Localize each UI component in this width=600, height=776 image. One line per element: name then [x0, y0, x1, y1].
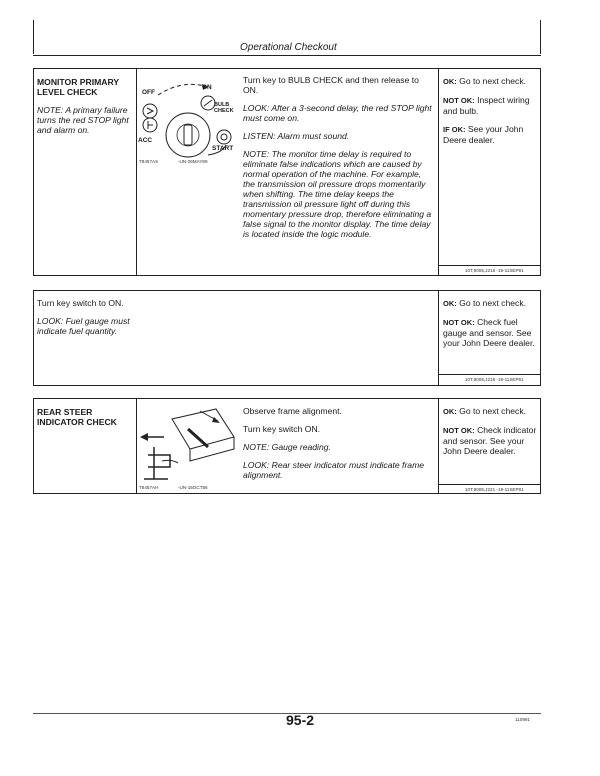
step-look: LOOK: Fuel gauge must indicate fuel quantity. [37, 316, 130, 336]
result-ok-label: OK: [443, 299, 457, 308]
illus-label-off: OFF [142, 89, 155, 96]
block-ref-code: 10T,9005,J221 -19-11SEP91 [465, 487, 524, 492]
step-look: LOOK: After a 3-second delay, the red STOP light must come on. [243, 103, 432, 123]
step-observe: Observe frame alignment. [243, 406, 342, 416]
results-column [443, 298, 539, 356]
rear-steer-indicator-illustration [138, 403, 238, 487]
result-if-ok-label: IF OK: [443, 125, 466, 134]
header-rule [33, 55, 541, 56]
illus-code-right: -UN-15OCT86 [178, 485, 208, 490]
step-turn-key: Turn key to BULB CHECK and then release to ON. [243, 75, 419, 95]
result-ok-label: OK: [443, 77, 457, 86]
result-if-ok-text: See your John Deere dealer. [443, 124, 524, 145]
result-ok-label: OK: [443, 407, 457, 416]
step-listen: LISTEN: Alarm must sound. [243, 131, 350, 141]
results-column [443, 406, 539, 464]
fuel-gauge-check-block [33, 290, 541, 386]
block-title: MONITOR PRIMARY LEVEL CHECK [37, 77, 119, 97]
result-not-ok-text: Check indicator and sensor. See your John Deere dealer. [443, 425, 537, 456]
result-not-ok-label: NOT OK: [443, 96, 475, 105]
frame-left-line [33, 20, 34, 54]
illus-label-on: ON [202, 84, 212, 91]
illus-code-right: -UN-26MAY89 [178, 159, 208, 164]
section-title: Operational Checkout [240, 42, 337, 53]
results-column [443, 76, 539, 153]
step-look: LOOK: Rear steer indicator must indicate frame alignment. [243, 460, 425, 480]
block-note: NOTE: A primary failure turns the red STOP light and alarm on. [37, 105, 129, 135]
block-ref-code: 10T,9005,J216 -19-11SEP91 [465, 268, 524, 273]
block-title: REAR STEER INDICATOR CHECK [37, 407, 117, 427]
illus-label-bulb-check: BULB CHECK [214, 102, 234, 114]
illus-label-start: START [212, 145, 234, 152]
steps-column [243, 406, 435, 488]
step-note: NOTE: The monitor time delay is required to eliminate false indications which are caused by normal operation of the machine. For example, the transmission oil pressure drops momentarily when shifting. The time delay keeps the transmission oil pressure light off during this momentary pressure drop, therefore eliminating a false signal to the monitor display. The time delay is located inside the logic module. [243, 149, 432, 239]
illus-label-acc: ACC [138, 137, 153, 144]
result-not-ok-text: Check fuel gauge and sensor. See your John Deere dealer. [443, 317, 535, 348]
illus-code-left: T8457AS [139, 159, 159, 164]
illus-code-left: T8457AH [139, 485, 159, 490]
step-note: NOTE: Gauge reading. [243, 442, 331, 452]
page-code: 110991 [515, 717, 530, 722]
result-ok-text: Go to next check. [459, 298, 527, 308]
step-turn-key: Turn key switch ON. [243, 424, 321, 434]
monitor-primary-level-check-block [33, 68, 541, 276]
result-not-ok-label: NOT OK: [443, 318, 475, 327]
page-number: 95-2 [286, 712, 315, 728]
step-turn-key: Turn key switch to ON. [37, 298, 124, 308]
result-ok-text: Go to next check. [459, 406, 527, 416]
rear-steer-indicator-check-block [33, 398, 541, 494]
frame-right-line [540, 20, 541, 54]
block-ref-code: 10T,9005,J218 -19-11SEP91 [465, 377, 524, 382]
result-not-ok-text: Inspect wiring and bulb. [443, 95, 530, 116]
steps-column [37, 298, 157, 344]
steps-column [243, 75, 435, 247]
result-not-ok-label: NOT OK: [443, 426, 475, 435]
result-ok-text: Go to next check. [459, 76, 527, 86]
